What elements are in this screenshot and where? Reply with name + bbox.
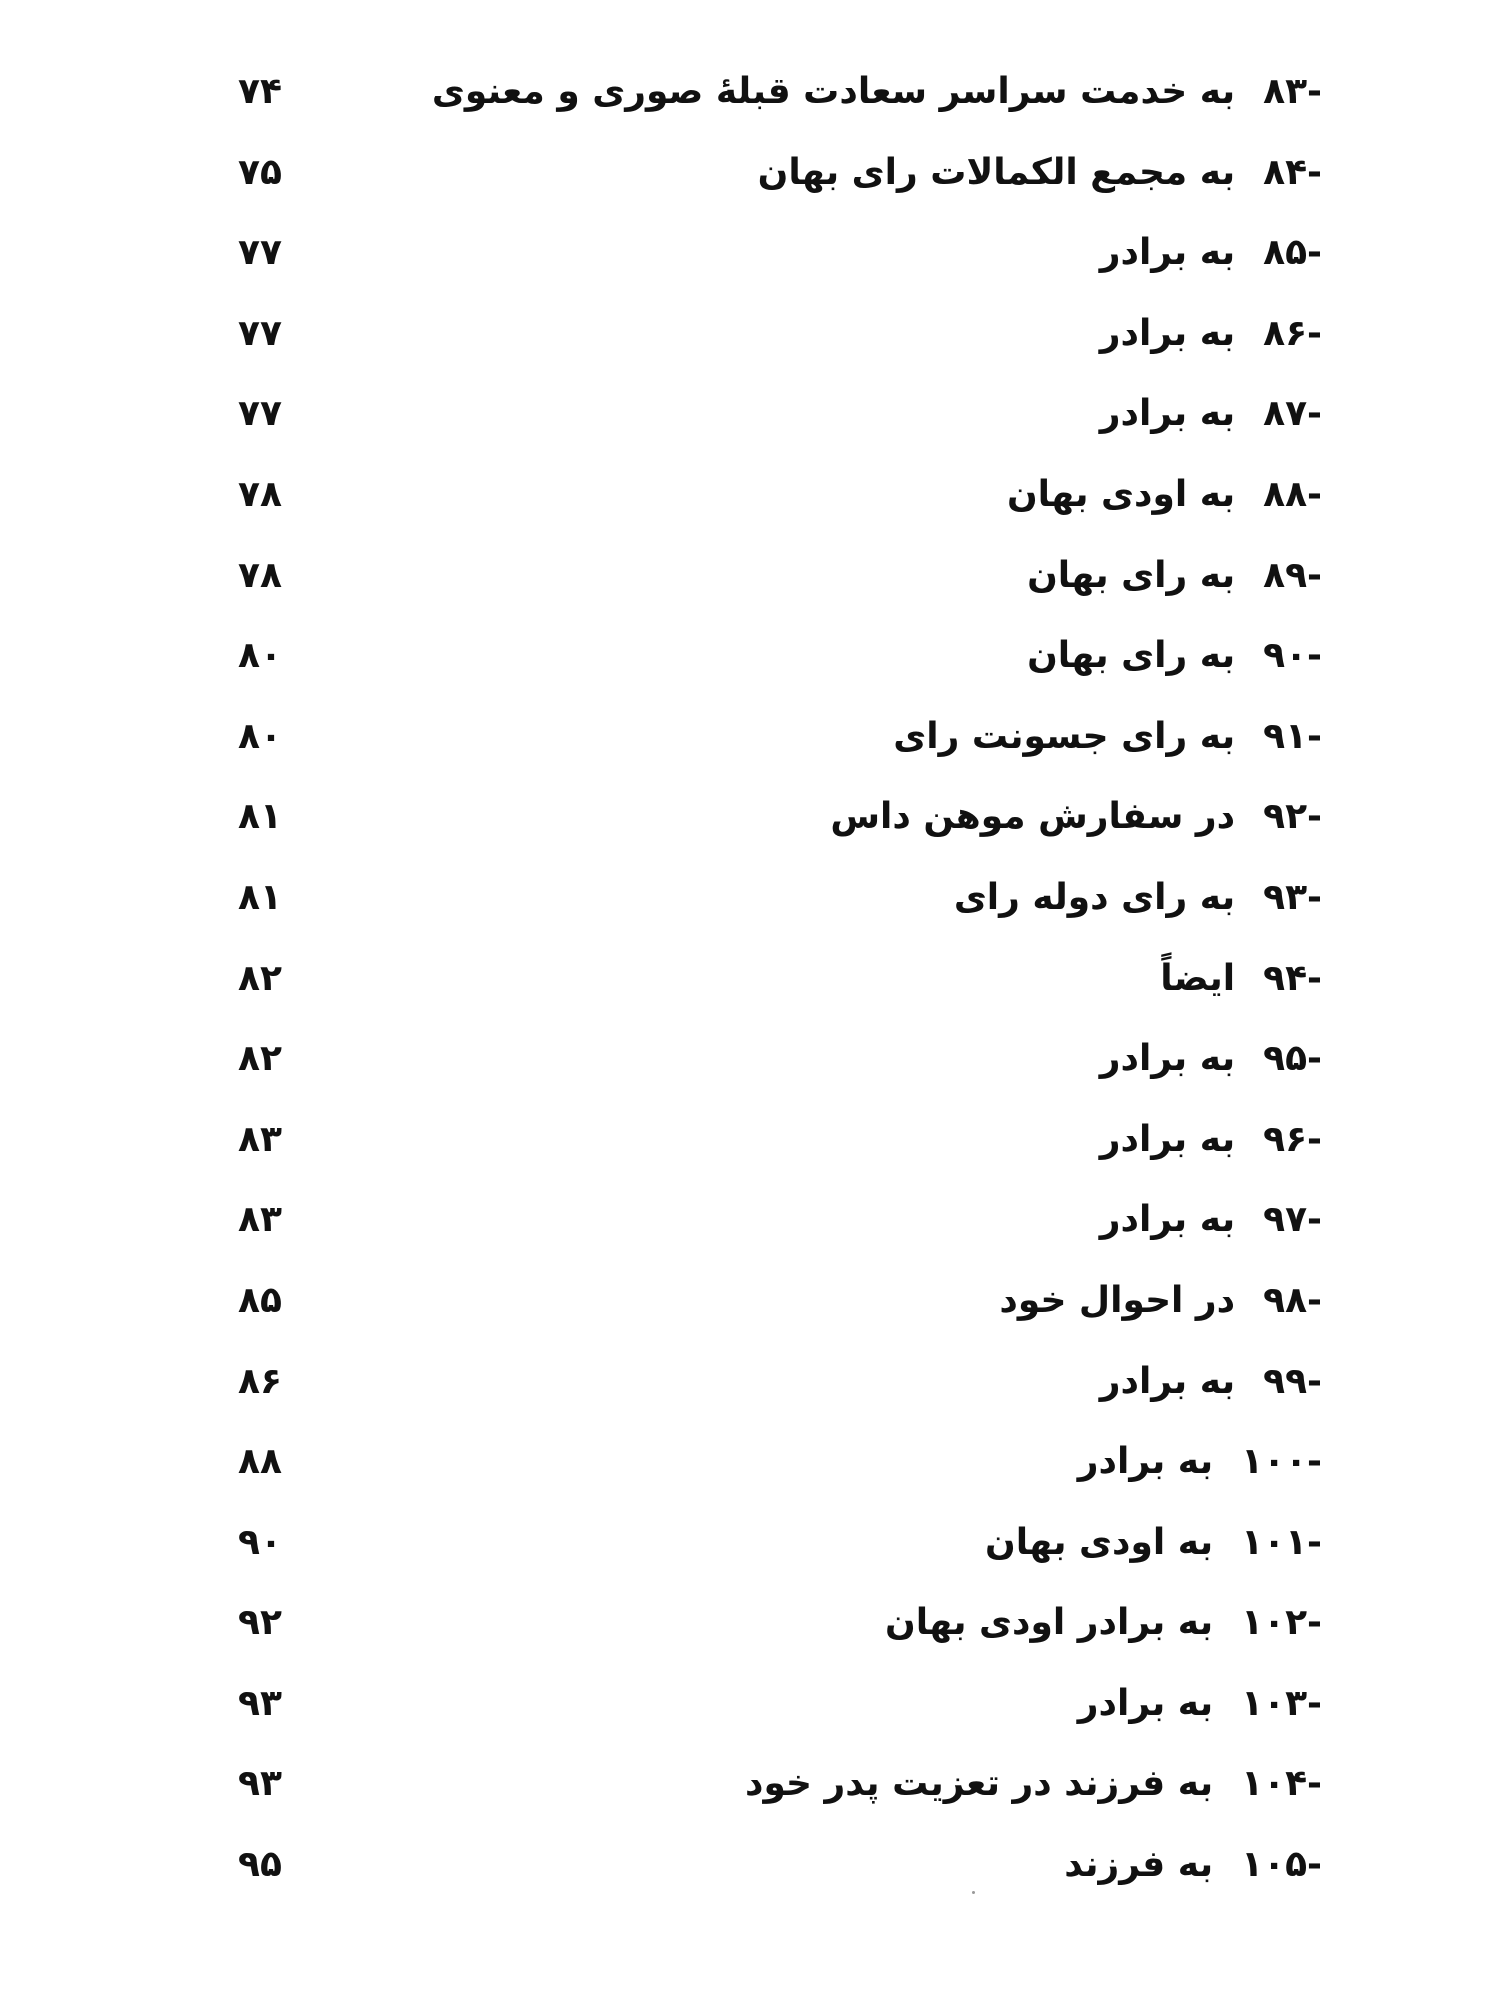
entry-number: -۹۰: [1263, 635, 1322, 677]
entry-number: -۸۷: [1263, 393, 1322, 435]
toc-entry: [0, 1593, 1500, 1674]
entry-number: -۸۳: [1263, 71, 1322, 112]
page-number: ۸۳: [238, 1199, 282, 1241]
toc-entry: [0, 1754, 1500, 1835]
entry-title: به برادر: [1099, 232, 1236, 274]
page-number: ۹۰: [238, 1521, 282, 1563]
toc-entry: [0, 1110, 1500, 1191]
entry-title: به برادر: [1099, 1118, 1236, 1160]
entry-title: به اودی بهان: [1006, 473, 1236, 515]
entry-number: -۹۹: [1263, 1360, 1322, 1402]
page-number: ۸۸: [238, 1441, 282, 1483]
entry-number: -۸۶: [1263, 312, 1322, 354]
toc-entry: [0, 1674, 1500, 1755]
page-number: ۷۵: [238, 151, 282, 193]
entry-title: ایضاً: [1160, 957, 1236, 999]
entry-number: -۹۷: [1263, 1199, 1322, 1241]
entry-title: به برادر: [1099, 1360, 1236, 1402]
entry-number: -۱۰۵: [1241, 1844, 1322, 1886]
page-number: ۸۲: [238, 957, 282, 999]
scan-speck: [972, 1891, 975, 1894]
page-number: ۸۱: [238, 796, 282, 838]
entry-title: به رای بهان: [1027, 554, 1236, 596]
toc-entry: [0, 465, 1500, 546]
page-number: ۸۵: [238, 1279, 282, 1321]
page-number: ۷۸: [238, 473, 282, 515]
toc-entry: [0, 1190, 1500, 1271]
toc-entry: [0, 223, 1500, 304]
entry-number: -۱۰۰: [1241, 1441, 1322, 1483]
entry-title: به مجمع الکمالات رای بهان: [757, 151, 1236, 193]
toc-entry: [0, 868, 1500, 949]
entry-title: به فرزند: [1064, 1844, 1214, 1886]
page-number: ۷۴: [238, 71, 282, 112]
page-number: ۷۷: [238, 232, 282, 274]
entry-number: -۱۰۱: [1241, 1521, 1322, 1563]
page-number: ۸۳: [238, 1118, 282, 1160]
entry-number: -۱۰۲: [1241, 1602, 1322, 1644]
entry-title: به رای بهان: [1027, 635, 1236, 677]
page-number: ۹۲: [238, 1602, 282, 1644]
toc-entry: [0, 304, 1500, 385]
page-number: ۹۳: [238, 1682, 282, 1724]
entry-title: به برادر اودی بهان: [885, 1602, 1214, 1644]
toc-entry: [0, 707, 1500, 788]
entry-number: -۹۲: [1263, 796, 1322, 838]
entry-title: در احوال خود: [999, 1279, 1236, 1321]
entry-title: به رای دوله رای: [953, 876, 1236, 918]
page-number: ۸۶: [238, 1360, 282, 1402]
toc-entry: [0, 1432, 1500, 1513]
entry-number: -۸۹: [1263, 554, 1322, 596]
toc-entry: [0, 1352, 1500, 1433]
page-number: ۷۸: [238, 554, 282, 596]
page-number: ۹۵: [238, 1844, 282, 1886]
page-number: ۸۰: [238, 635, 282, 677]
toc-entry: [0, 384, 1500, 465]
entry-number: -۸۸: [1263, 473, 1322, 515]
entry-number: -۹۵: [1263, 1038, 1322, 1080]
toc-entry: [0, 62, 1500, 143]
page-number: ۷۷: [238, 312, 282, 354]
toc-entry: [0, 787, 1500, 868]
toc-entry: [0, 949, 1500, 1030]
toc-entry: [0, 1513, 1500, 1594]
toc-list: [0, 62, 1500, 1916]
entry-title: به برادر: [1077, 1441, 1214, 1483]
page-number: ۸۱: [238, 876, 282, 918]
toc-entry: [0, 1271, 1500, 1352]
entry-number: -۹۳: [1263, 876, 1322, 918]
entry-title: به فرزند در تعزیت پدر خود: [745, 1763, 1214, 1805]
toc-entry: [0, 626, 1500, 707]
entry-title: به برادر: [1099, 312, 1236, 354]
entry-number: -۹۱: [1263, 715, 1322, 757]
toc-entry: [0, 1029, 1500, 1110]
entry-number: -۹۴: [1263, 957, 1322, 999]
entry-title: به اودی بهان: [984, 1521, 1214, 1563]
entry-title: در سفارش موهن داس: [830, 796, 1236, 838]
page-number: ۷۷: [238, 393, 282, 435]
page-number: ۹۳: [238, 1763, 282, 1805]
entry-title: به برادر: [1099, 1038, 1236, 1080]
entry-title: به خدمت سراسر سعادت قبلهٔ صوری و معنوی: [431, 71, 1236, 112]
toc-entry: [0, 143, 1500, 224]
entry-number: -۸۴: [1263, 151, 1322, 193]
toc-entry: [0, 546, 1500, 627]
entry-number: -۸۵: [1263, 232, 1322, 274]
entry-title: به برادر: [1099, 1199, 1236, 1241]
entry-title: به رای جسونت رای: [893, 715, 1236, 757]
page-number: ۸۲: [238, 1038, 282, 1080]
toc-entry: [0, 1835, 1500, 1916]
entry-number: -۹۶: [1263, 1118, 1322, 1160]
entry-number: -۹۸: [1263, 1279, 1322, 1321]
entry-number: -۱۰۳: [1241, 1682, 1322, 1724]
entry-title: به برادر: [1099, 393, 1236, 435]
page-number: ۸۰: [238, 715, 282, 757]
entry-number: -۱۰۴: [1241, 1763, 1322, 1805]
entry-title: به برادر: [1077, 1682, 1214, 1724]
